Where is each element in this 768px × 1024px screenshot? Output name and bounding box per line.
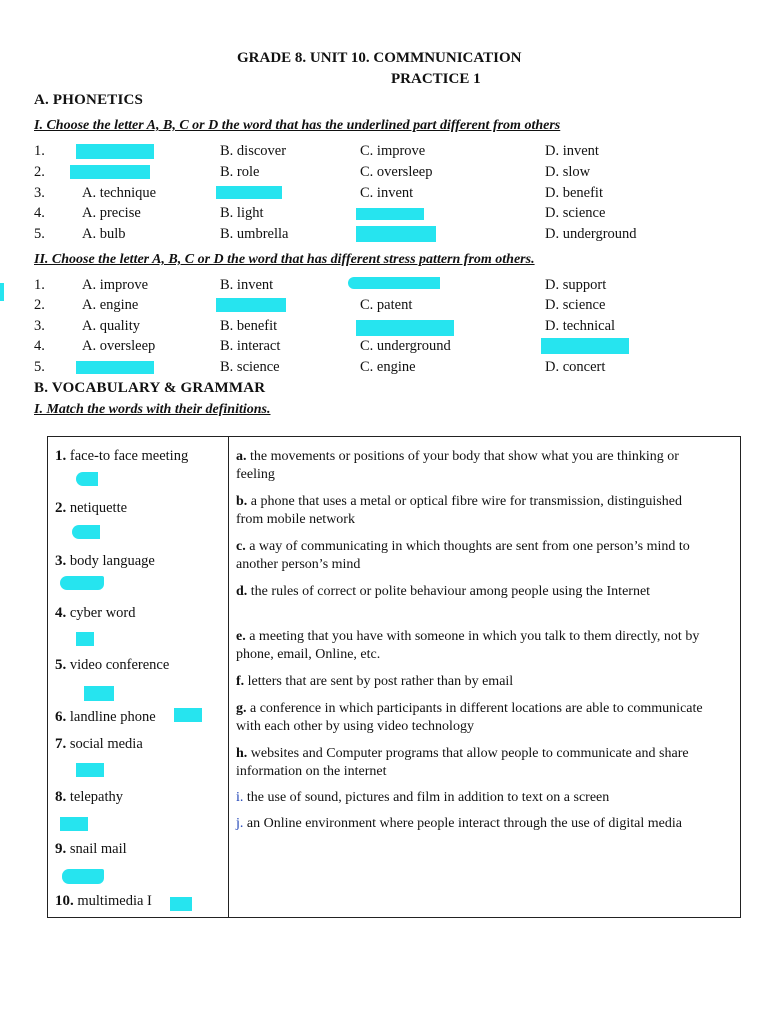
definition-text: a conference in which participants in different locations are able to communicate with each other by using video technology bbox=[236, 701, 703, 734]
option-a: A. oversleep bbox=[82, 338, 156, 354]
redaction-highlight bbox=[348, 277, 440, 289]
answer-highlight bbox=[72, 525, 100, 539]
definition-letter: i. bbox=[236, 790, 244, 805]
redaction-highlight bbox=[356, 208, 424, 220]
option-a: A. quality bbox=[82, 318, 140, 334]
definition-item bbox=[236, 448, 706, 484]
definition-letter: c. bbox=[236, 539, 246, 554]
term-item bbox=[55, 841, 127, 858]
part1-instruction: I. Choose the letter A, B, C or D the word that has the underlined part different from others bbox=[34, 118, 561, 133]
answer-highlight bbox=[60, 576, 104, 590]
definition-letter: b. bbox=[236, 494, 248, 509]
redaction-highlight bbox=[70, 165, 150, 179]
option-b: B. invent bbox=[220, 277, 274, 293]
redaction-highlight bbox=[216, 298, 286, 312]
row-number: 4. bbox=[34, 338, 45, 354]
p2-row-4 bbox=[0, 338, 768, 357]
term-number: 2. bbox=[55, 500, 67, 516]
section-b-heading: B. VOCABULARY & GRAMMAR bbox=[34, 380, 266, 396]
definition-text: a meeting that you have with someone in which you talk to them directly, not by phone, email, Online, etc. bbox=[236, 629, 700, 662]
term-text: face-to face meeting bbox=[69, 448, 189, 464]
option-c: C. invent bbox=[360, 185, 414, 201]
p2-row-2 bbox=[0, 297, 768, 316]
definition-letter: g. bbox=[236, 701, 247, 716]
answer-highlight bbox=[76, 472, 98, 486]
definition-letter: a. bbox=[236, 449, 247, 464]
answer-highlight bbox=[174, 708, 202, 722]
redaction-highlight bbox=[76, 144, 154, 159]
term-text: body language bbox=[69, 553, 155, 569]
definition-letter: h. bbox=[236, 746, 248, 761]
term-item bbox=[55, 605, 136, 622]
term-text: multimedia I bbox=[77, 893, 152, 909]
worksheet-subtitle: PRACTICE 1 bbox=[391, 71, 481, 87]
section-a-heading: A. PHONETICS bbox=[34, 92, 144, 108]
row-number: 1. bbox=[34, 277, 45, 293]
redaction-highlight bbox=[356, 226, 436, 242]
option-a: A. technique bbox=[82, 185, 157, 201]
option-b: B. science bbox=[220, 359, 280, 375]
table-column-divider bbox=[228, 436, 229, 918]
definition-letter: e. bbox=[236, 629, 246, 644]
row-number: 1. bbox=[34, 143, 45, 159]
definition-item bbox=[236, 745, 706, 781]
option-c: C. underground bbox=[360, 338, 451, 354]
term-item bbox=[55, 500, 127, 517]
row-number: 2. bbox=[34, 164, 45, 180]
option-d: D. slow bbox=[545, 164, 591, 180]
option-c: C. improve bbox=[360, 143, 426, 159]
redaction-highlight bbox=[356, 320, 454, 336]
option-b: B. umbrella bbox=[220, 226, 289, 242]
redaction-highlight bbox=[76, 361, 154, 374]
redaction-highlight bbox=[216, 186, 282, 199]
option-c: C. patent bbox=[360, 297, 413, 313]
part2-instruction: II. Choose the letter A, B, C or D the word that has different stress pattern from others. bbox=[34, 252, 535, 267]
definition-text: the use of sound, pictures and film in addition to text on a screen bbox=[246, 790, 610, 805]
term-item bbox=[55, 789, 123, 806]
definition-item bbox=[236, 673, 706, 691]
definition-item bbox=[236, 815, 706, 833]
option-d: D. support bbox=[545, 277, 607, 293]
term-number: 3. bbox=[55, 553, 67, 569]
answer-highlight bbox=[60, 817, 88, 831]
option-a: A. precise bbox=[82, 205, 141, 221]
definition-item bbox=[236, 789, 706, 807]
definition-text: an Online environment where people interact through the use of digital media bbox=[246, 816, 682, 831]
answer-highlight bbox=[76, 763, 104, 777]
option-b: B. role bbox=[220, 164, 260, 180]
term-item bbox=[55, 553, 155, 570]
term-item bbox=[55, 709, 156, 726]
p1-row-3 bbox=[0, 185, 768, 204]
definition-text: a phone that uses a metal or optical fibre wire for transmission, distinguished from mobile network bbox=[236, 494, 682, 527]
answer-highlight bbox=[84, 686, 114, 701]
definition-item bbox=[236, 583, 706, 601]
option-d: D. benefit bbox=[545, 185, 603, 201]
option-b: B. interact bbox=[220, 338, 281, 354]
definition-text: a way of communicating in which thoughts are sent from one person’s mind to another person’s mind bbox=[236, 539, 690, 572]
definition-text: letters that are sent by post rather than by email bbox=[247, 674, 514, 689]
term-number: 4. bbox=[55, 605, 67, 621]
option-d: D. technical bbox=[545, 318, 616, 334]
option-b: B. light bbox=[220, 205, 264, 221]
term-text: landline phone bbox=[69, 709, 156, 725]
definition-text: websites and Computer programs that allow people to communicate and share information on the internet bbox=[236, 746, 689, 779]
term-number: 10. bbox=[55, 893, 74, 909]
term-text: cyber word bbox=[69, 605, 136, 621]
redaction-highlight bbox=[0, 283, 4, 301]
row-number: 4. bbox=[34, 205, 45, 221]
row-number: 5. bbox=[34, 226, 45, 242]
matching-instruction: I. Match the words with their definitions. bbox=[34, 402, 271, 417]
option-d: D. invent bbox=[545, 143, 599, 159]
term-item bbox=[55, 657, 169, 674]
row-number: 3. bbox=[34, 318, 45, 334]
option-c: C. engine bbox=[360, 359, 416, 375]
term-text: telepathy bbox=[69, 789, 124, 805]
term-text: social media bbox=[69, 736, 143, 752]
term-number: 1. bbox=[55, 448, 67, 464]
definition-letter: f. bbox=[236, 674, 245, 689]
term-number: 5. bbox=[55, 657, 67, 673]
term-number: 8. bbox=[55, 789, 67, 805]
option-d: D. concert bbox=[545, 359, 606, 375]
answer-highlight bbox=[62, 869, 104, 884]
term-item bbox=[55, 736, 143, 753]
term-number: 6. bbox=[55, 709, 67, 725]
option-b: B. benefit bbox=[220, 318, 278, 334]
option-a: A. engine bbox=[82, 297, 139, 313]
answer-highlight bbox=[76, 632, 94, 646]
worksheet-title: GRADE 8. UNIT 10. COMMNUNICATION bbox=[237, 50, 522, 66]
term-text: video conference bbox=[69, 657, 170, 673]
definition-item bbox=[236, 493, 706, 529]
definition-letter: d. bbox=[236, 584, 248, 599]
row-number: 3. bbox=[34, 185, 45, 201]
term-number: 9. bbox=[55, 841, 67, 857]
definition-text: the movements or positions of your body that show what you are thinking or feeling bbox=[236, 449, 679, 482]
option-a: A. bulb bbox=[82, 226, 126, 242]
definition-letter: j. bbox=[236, 816, 244, 831]
option-a: A. improve bbox=[82, 277, 149, 293]
definition-text: the rules of correct or polite behaviour among people using the Internet bbox=[250, 584, 651, 599]
option-d: D. science bbox=[545, 297, 606, 313]
term-text: netiquette bbox=[69, 500, 128, 516]
option-d: D. science bbox=[545, 205, 606, 221]
term-item bbox=[55, 448, 188, 465]
term-item bbox=[55, 893, 152, 910]
row-number: 5. bbox=[34, 359, 45, 375]
term-text: snail mail bbox=[69, 841, 127, 857]
row-number: 2. bbox=[34, 297, 45, 313]
option-b: B. discover bbox=[220, 143, 287, 159]
answer-highlight bbox=[170, 897, 192, 911]
definition-item bbox=[236, 538, 706, 574]
option-c: C. oversleep bbox=[360, 164, 433, 180]
redaction-highlight bbox=[541, 338, 629, 354]
option-d: D. underground bbox=[545, 226, 637, 242]
term-number: 7. bbox=[55, 736, 67, 752]
definition-item bbox=[236, 700, 706, 736]
definition-item bbox=[236, 628, 706, 664]
